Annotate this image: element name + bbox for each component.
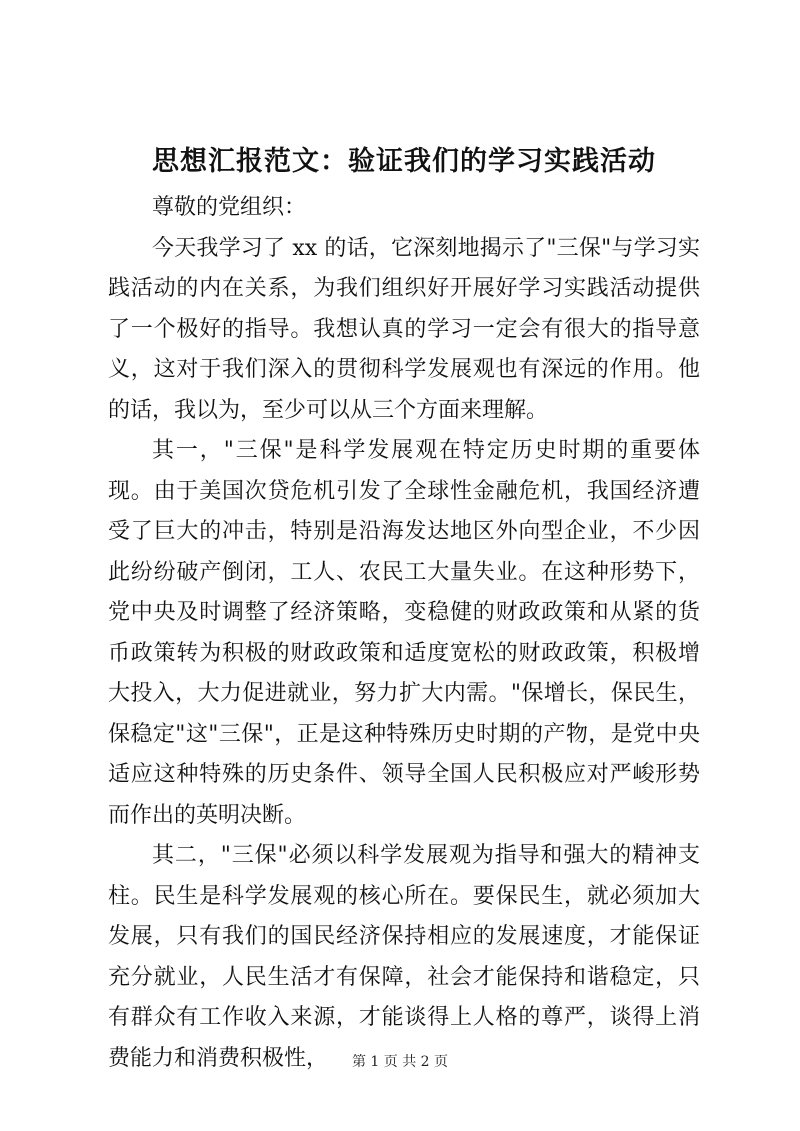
page-number-footer: 第 1 页 共 2 页 <box>351 1054 449 1070</box>
paragraph-second-point: 其二，"三保"必须以科学发展观为指导和强大的精神支柱。民生是科学发展观的核心所在。要保民生，就必须加大发展，只有我们的国民经济保持相应的发展速度，才能保证充分就业，人民生活才有保障，社会才能保持和谐稳定，只有群众有工作收入来源，才能谈得上人格的尊严，谈得上消费能力和消费积极性， <box>108 843 700 1071</box>
paragraph-first-point: 其一，"三保"是科学发展观在特定历史时期的重要体现。由于美国次贷危机引发了全球性金融危机，我国经济遭受了巨大的冲击，特别是沿海发达地区外向型企业，不少因此纷纷破产倒闭，工人、农民工大量失业。在这种形势下，党中央及时调整了经济策略，变稳健的财政政策和从紧的货币政策转为积极的财政政策和适度宽松的财政政策，积极增大投入，大力促进就业，努力扩大内需。"保增长，保民生，保稳定"这"三保"，正是这种特殊历史时期的产物，是党中央适应这种特殊的历史条件、领导全国人民积极应对严峻形势而作出的英明决断。 <box>108 438 700 828</box>
document-title: 思想汇报范文：验证我们的学习实践活动 <box>152 146 656 177</box>
paragraph-intro: 今天我学习了 xx 的话，它深刻地揭示了"三保"与学习实践活动的内在关系，为我们组织好开展好学习实践活动提供了一个极好的指导。我想认真的学习一定会有很大的指导意义，这对于我们深入的贯彻科学发展观也有深远的作用。他的话，我以为，至少可以从三个方面来理解。 <box>108 235 700 423</box>
salutation: 尊敬的党组织： <box>152 195 307 220</box>
document-body <box>108 188 700 1079</box>
